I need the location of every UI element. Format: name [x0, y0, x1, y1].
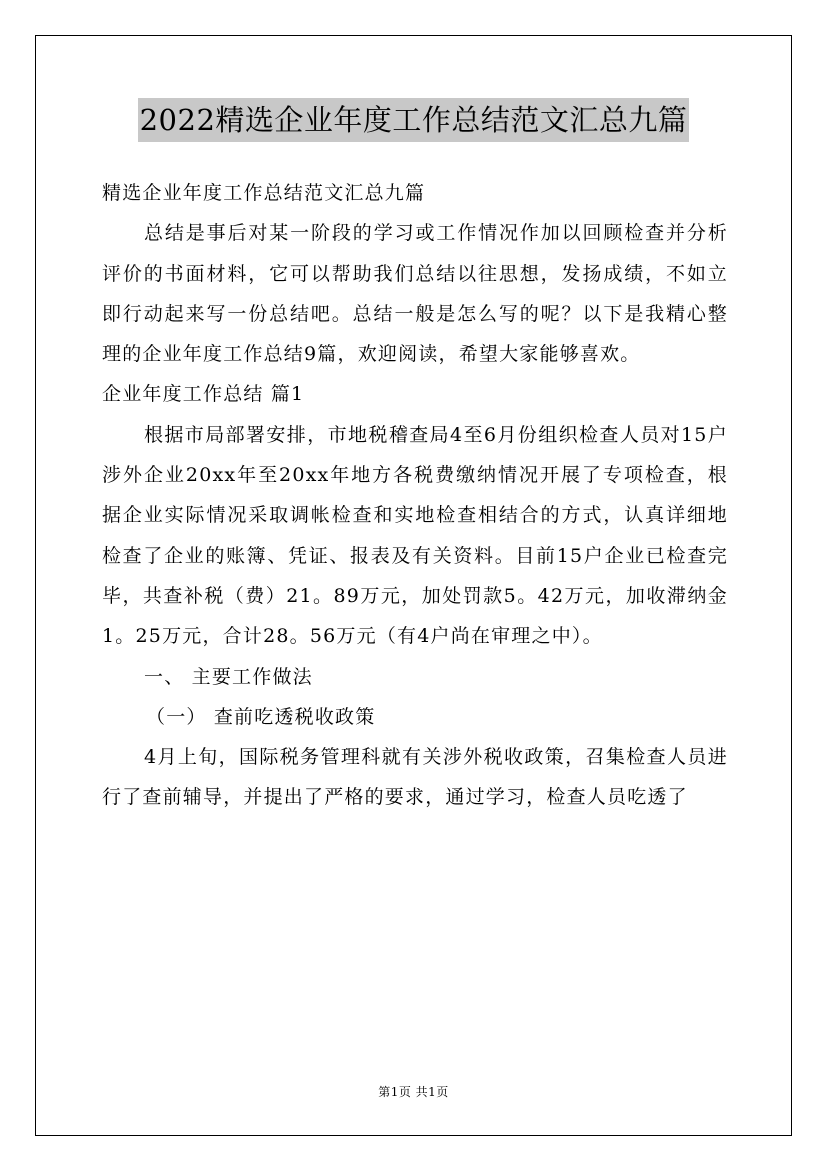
body-paragraph-continued: 4月上旬，国际税务管理科就有关涉外税收政策，召集检查人员进行了查前辅导，并提出了严格的要求，通过学习，检查人员吃透了: [102, 746, 728, 809]
section-heading: 企业年度工作总结 篇1: [102, 383, 305, 406]
subsection-heading: 一、 主要工作做法: [144, 665, 313, 688]
title-container: [0, 98, 827, 142]
page-footer: 第1页 共1页: [378, 1085, 449, 1099]
subsection-item-heading: （一） 查前吃透税收政策: [146, 705, 376, 728]
document-body: [102, 173, 728, 818]
body-paragraph: 根据市局部署安排，市地税稽查局4至6月份组织检查人员对15户涉外企业20xx年至20xx年地方各税费缴纳情况开展了专项检查，根据企业实际情况采取调帐检查和实地检查相结合的方式，认真详细地检查了企业的账簿、凭证、报表及有关资料。目前15户企业已检查完毕，共查补税（费）21。89万元，加处罚款5。42万元，加收滞纳金1。25万元，合计28。56万元（有4户尚在审理之中）。: [102, 423, 728, 648]
document-title: 2022精选企业年度工作总结范文汇总九篇: [138, 98, 690, 142]
subtitle-paragraph: 精选企业年度工作总结范文汇总九篇: [102, 182, 426, 204]
intro-paragraph: 总结是事后对某一阶段的学习或工作情况作加以回顾检查并分析评价的书面材料，它可以帮助我们总结以往思想，发扬成绩，不如立即行动起来写一份总结吧。总结一般是怎么写的呢？以下是我精心整理的企业年度工作总结9篇，欢迎阅读，希望大家能够喜欢。: [102, 222, 728, 366]
